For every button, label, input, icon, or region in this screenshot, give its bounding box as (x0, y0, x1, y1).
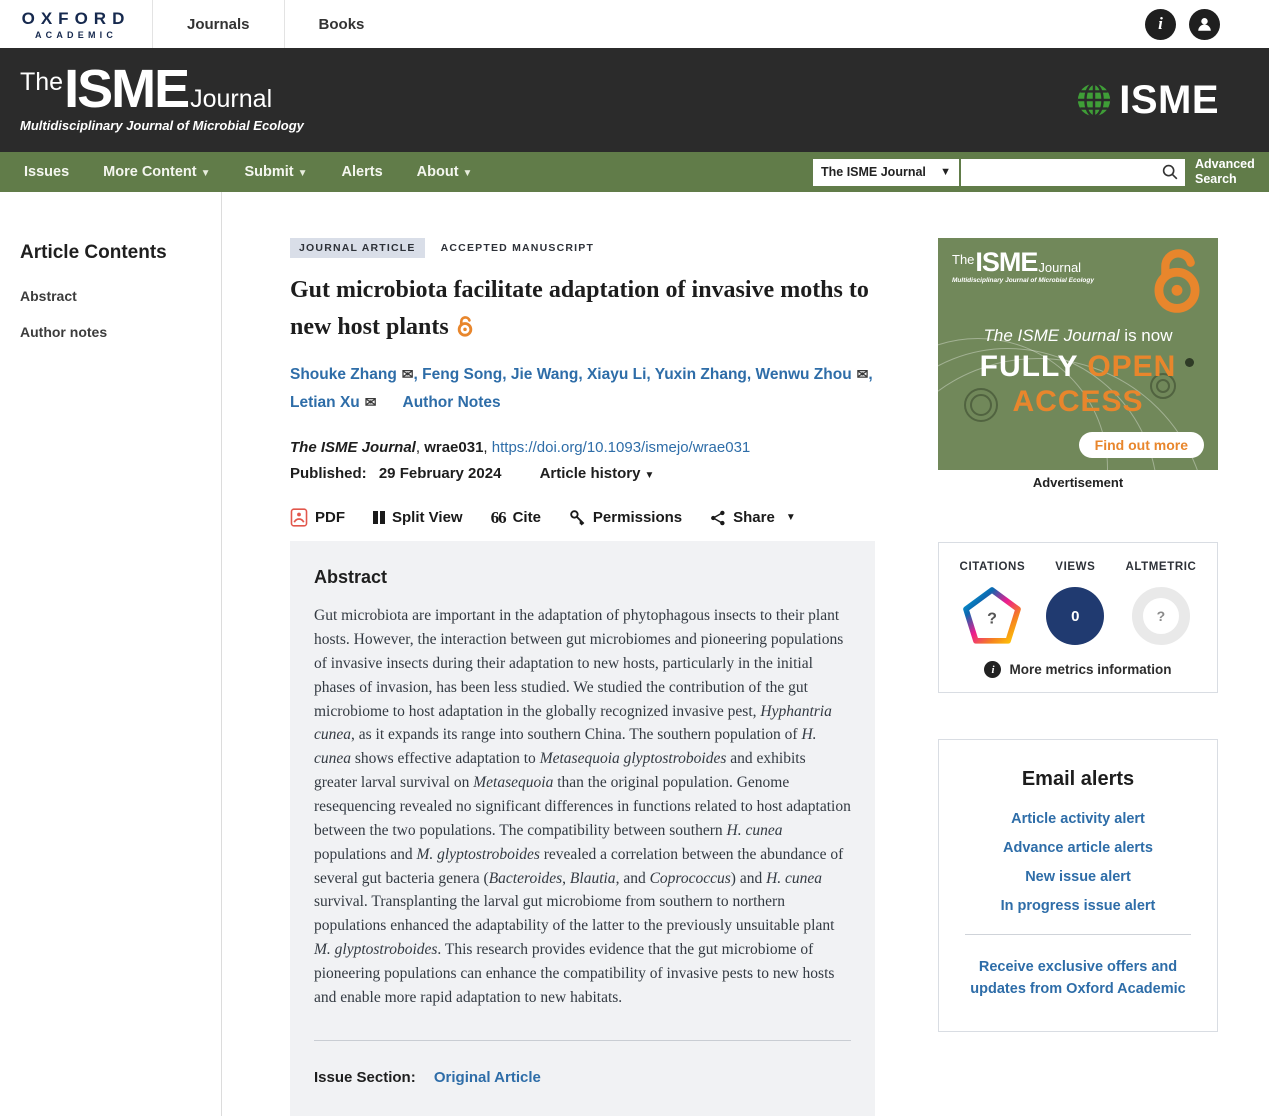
advance-article-alerts-link[interactable]: Advance article alerts (1003, 840, 1153, 856)
abstract-text: Gut microbiota are important in the adaptation of phytophagous insects to their plant hosts. However, the interaction between gut microbiomes and pioneering populations of invasive insects during their adaptation to new hosts, particularly in the initial phases of invasion, has been less studied. We studied the contribution of the gut microbiome to host adaptation in the globally recognized invasive pest, Hyphantria cunea, as it expands its range into southern China. The southern population of H. cunea shows effective adaptation to Metasequoia glyptostroboides and exhibits greater larval survival on Metasequoia than the original population. Genome resequencing revealed no significant differences in functions related to host adaptation between the two populations. The compatibility between southern H. cunea populations and M. glyptostroboides revealed a correlation between the abundance of several gut bacteria genera (Bacteroides, Blautia, and Coprococcus) and H. cunea survival. Transplanting the larval gut microbiome from southern to northern populations enhanced the adaptability of the latter to the previously unsuitable plant M. glyptostroboides. This research provides evidence that the gut microbiome of pioneering populations can enhance the compatibility of invasive pests to new hosts and enable more rapid adaptation to new habitats. (314, 607, 851, 1006)
issue-section-label: Issue Section: (314, 1068, 416, 1086)
share-icon (710, 510, 726, 526)
search-scope-select[interactable]: The ISME Journal ▼ (813, 159, 959, 186)
sidebar-title: Article Contents (20, 242, 167, 263)
sidebar-item-author-notes[interactable]: Author notes (20, 324, 108, 340)
envelope-icon[interactable]: ✉ (364, 394, 377, 411)
abstract-section (290, 541, 875, 1116)
altmetric-metric[interactable]: ALTMETRIC ? (1125, 561, 1196, 647)
quote-icon: 66 (490, 507, 506, 527)
cite-button[interactable]: 66 Cite (490, 507, 541, 527)
split-view-icon (373, 511, 385, 524)
nav-item-submit[interactable]: Submit ▼ (244, 164, 308, 180)
article-title: Gut microbiota facilitate adaptation of invasive moths to new host plants (290, 272, 875, 349)
new-issue-alert-link[interactable]: New issue alert (1025, 869, 1131, 885)
oxford-academic-logo[interactable] (0, 0, 152, 48)
author-notes-link[interactable]: Author Notes (402, 394, 501, 412)
share-button[interactable]: Share ▼ (710, 509, 796, 526)
permissions-button[interactable]: Permissions (569, 509, 682, 526)
key-icon (569, 509, 586, 526)
ad-line2: FULLY OPEN (979, 350, 1177, 383)
accepted-manuscript-badge: ACCEPTED MANUSCRIPT (440, 242, 595, 254)
pdf-icon (290, 508, 308, 527)
top-bar (0, 0, 1269, 48)
abstract-heading: Abstract (314, 567, 388, 588)
chevron-down-icon: ▼ (644, 470, 655, 482)
author-list: Shouke Zhang ✉, Feng Song, Jie Wang, Xiayu Li, Yuxin Zhang, Wenwu Zhou ✉, Letian Xu ✉ Author Notes (290, 366, 873, 412)
page-content (0, 192, 1269, 1116)
published-label: Published: (290, 465, 367, 483)
altmetric-badge: ? (1132, 587, 1190, 645)
chevron-down-icon: ▼ (297, 168, 308, 179)
envelope-icon[interactable]: ✉ (856, 366, 869, 383)
find-out-more-button[interactable]: Find out more (1079, 432, 1204, 458)
logo-isme: ISME (64, 58, 189, 119)
chevron-down-icon: ▼ (200, 168, 211, 179)
author-link[interactable]: Shouke Zhang (290, 366, 397, 384)
in-progress-issue-alert-link[interactable]: In progress issue alert (1000, 898, 1156, 914)
top-bar-icons (1145, 0, 1269, 48)
envelope-icon[interactable]: ✉ (401, 366, 414, 383)
published-line (290, 465, 875, 482)
right-rail (938, 192, 1218, 1116)
oxford-offers-link[interactable]: Receive exclusive offers and updates from Oxford Academic (970, 959, 1186, 997)
pdf-button[interactable]: PDF (290, 508, 345, 527)
author-link[interactable]: Jie Wang (510, 366, 579, 384)
divider (314, 1040, 851, 1041)
search-input[interactable] (961, 159, 1155, 186)
more-metrics-link[interactable]: i More metrics information (949, 661, 1207, 678)
person-icon (1195, 15, 1214, 34)
isme-brand-text: ISME (1119, 77, 1219, 122)
open-access-icon (1146, 246, 1208, 319)
info-icon[interactable]: i (1145, 9, 1176, 40)
divider (965, 934, 1191, 935)
info-icon: i (984, 661, 1001, 678)
split-view-button[interactable]: Split View (373, 509, 463, 526)
journal-article-badge: JOURNAL ARTICLE (290, 238, 425, 258)
metrics-panel (938, 542, 1218, 693)
isme-society-logo[interactable] (1075, 78, 1219, 123)
views-metric[interactable]: VIEWS 0 (1046, 561, 1104, 647)
author-link[interactable]: Feng Song (422, 366, 503, 384)
chevron-down-icon: ▼ (785, 512, 796, 524)
tab-books[interactable]: Books (284, 0, 399, 48)
article-main (290, 192, 875, 1116)
search-icon (1161, 163, 1179, 181)
main-navigation (0, 152, 1269, 192)
author-link[interactable]: Wenwu Zhou (755, 366, 852, 384)
logo-journal: Journal (190, 84, 273, 113)
ad-line1: The ISME Journal is now (983, 326, 1173, 345)
dimensions-badge-icon (961, 586, 1023, 646)
article-id: wrae031 (424, 439, 484, 457)
open-access-icon (455, 312, 475, 349)
globe-icon (1075, 81, 1113, 119)
isme-journal-logo[interactable] (20, 58, 304, 133)
author-link[interactable]: Xiayu Li (586, 366, 647, 384)
email-alerts-title: Email alerts (1021, 768, 1135, 790)
chevron-down-icon: ▼ (940, 166, 951, 178)
nav-item-alerts[interactable]: Alerts (341, 164, 383, 180)
journal-name: The ISME Journal (290, 439, 416, 457)
ad-journal-logo: The ISME Journal Multidisciplinary Journal of Microbial Ecology (952, 247, 1094, 284)
advertisement-label: Advertisement (1032, 475, 1124, 490)
search-button[interactable] (1155, 159, 1185, 186)
article-history-toggle[interactable]: Article history ▼ (539, 465, 655, 483)
email-alerts-panel (938, 739, 1218, 1032)
search-box (961, 159, 1185, 186)
issue-section-link[interactable]: Original Article (433, 1068, 541, 1086)
sidebar-item-abstract[interactable]: Abstract (20, 288, 77, 304)
journal-masthead (0, 48, 1269, 152)
nav-item-about[interactable]: About ▼ (416, 164, 473, 180)
article-contents-sidebar (0, 192, 222, 1116)
advanced-search-link[interactable]: Advanced Search (1195, 157, 1255, 186)
logo-the: The (20, 67, 64, 96)
journal-tagline: Multidisciplinary Journal of Microbial Ecology (20, 117, 304, 133)
svg-text:?: ? (987, 609, 998, 628)
author-link[interactable]: Yuxin Zhang (654, 366, 747, 384)
article-toolbar (290, 508, 875, 541)
published-date: 29 February 2024 (378, 465, 502, 483)
issue-section-row (314, 1069, 851, 1086)
nav-item-more-content[interactable]: More Content ▼ (103, 164, 211, 180)
doi-link[interactable]: https://doi.org/10.1093/ismejo/wrae031 (491, 439, 751, 457)
account-icon[interactable] (1189, 9, 1220, 40)
tab-journals[interactable]: Journals (152, 0, 284, 48)
article-activity-alert-link[interactable]: Article activity alert (1011, 811, 1145, 827)
citations-metric[interactable]: CITATIONS ? (960, 561, 1026, 647)
ad-decorative-dot (1185, 358, 1194, 367)
nav-item-issues[interactable]: Issues (24, 164, 70, 180)
ad-line3: ACCESS (1012, 385, 1144, 418)
author-link[interactable]: Letian Xu (290, 394, 360, 412)
chevron-down-icon: ▼ (462, 168, 473, 179)
views-count: 0 (1046, 587, 1104, 645)
oxford-logo-line2: ACADEMIC (34, 29, 118, 40)
citation-line: The ISME Journal, wrae031, https://doi.org/10.1093/ismejo/wrae031 (290, 439, 751, 457)
advertisement-banner[interactable] (938, 238, 1218, 470)
oxford-logo-line1: OXFORD (21, 8, 131, 28)
